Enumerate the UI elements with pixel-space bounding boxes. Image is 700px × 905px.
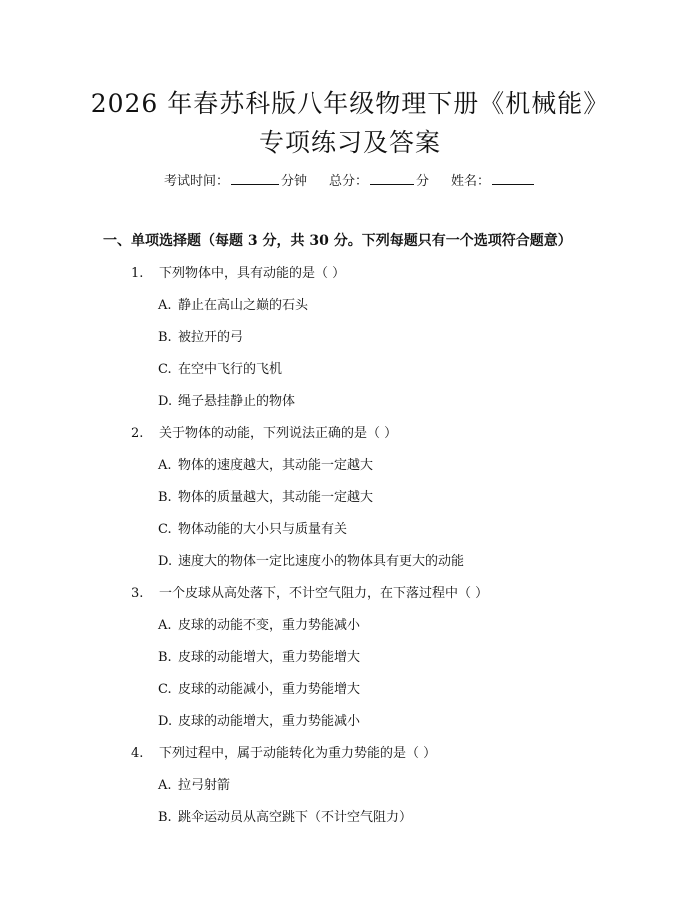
option-3a: [158, 614, 360, 633]
option-letter: C.: [158, 522, 172, 537]
exam-info-line: [0, 170, 700, 189]
document-title-line-1: 2026 年春苏科版八年级物理下册《机械能》: [90, 89, 610, 118]
option-3d: [158, 710, 360, 729]
option-1b: [158, 326, 243, 345]
option-text: 物体动能的大小只与质量有关: [178, 522, 348, 537]
option-text: 速度大的物体一定比速度小的物体具有更大的动能: [178, 554, 465, 569]
option-2d: [158, 550, 464, 569]
option-letter: B.: [158, 810, 172, 825]
option-text: 物体的质量越大，其动能一定越大: [178, 490, 374, 505]
option-text: 物体的速度越大，其动能一定越大: [178, 458, 374, 473]
question-stem: 下列过程中，属于动能转化为重力势能的是（ ）: [159, 746, 437, 761]
exam-time-unit: 分钟: [280, 174, 307, 189]
option-text: 跳伞运动员从高空跳下（不计空气阻力）: [178, 810, 413, 825]
option-2a: [158, 454, 373, 473]
option-text: 被拉开的弓: [178, 330, 244, 345]
option-letter: B.: [158, 330, 172, 345]
question-number: 2.: [131, 426, 144, 441]
option-text: 皮球的动能减小，重力势能增大: [178, 682, 361, 697]
student-name-label: 姓名：: [451, 174, 491, 189]
option-letter: A.: [158, 618, 172, 633]
option-letter: A.: [158, 298, 172, 313]
option-text: 在空中飞行的飞机: [178, 362, 283, 377]
option-1c: [158, 358, 282, 377]
document-title-line-2: 专项练习及答案: [258, 128, 441, 157]
option-text: 绳子悬挂静止的物体: [178, 394, 296, 409]
option-2c: [158, 518, 347, 537]
student-name-blank: [492, 183, 534, 185]
exam-time-blank: [231, 183, 279, 185]
option-text: 皮球的动能增大，重力势能减小: [178, 714, 361, 729]
option-letter: C.: [158, 682, 172, 697]
question-number: 4.: [131, 746, 144, 761]
section-heading: 一、单项选择题（每题 3 分，共 30 分。下列每题只有一个选项符合题意）: [103, 233, 572, 249]
option-3c: [158, 678, 360, 697]
option-letter: D.: [158, 714, 173, 729]
option-2b: [158, 486, 373, 505]
option-text: 皮球的动能不变，重力势能减小: [178, 618, 361, 633]
total-score-label: 总分：: [328, 174, 368, 189]
option-1a: [158, 294, 308, 313]
option-letter: B.: [158, 650, 172, 665]
exam-time-label: 考试时间：: [163, 174, 229, 189]
option-4a: [158, 774, 230, 793]
total-score-blank: [370, 183, 414, 185]
option-1d: [158, 390, 295, 409]
question-2: [131, 422, 397, 441]
option-letter: A.: [158, 458, 172, 473]
question-number: 1.: [131, 266, 144, 281]
question-stem: 关于物体的动能，下列说法正确的是（ ）: [159, 426, 398, 441]
question-1: [131, 262, 345, 281]
option-letter: C.: [158, 362, 172, 377]
option-letter: B.: [158, 490, 172, 505]
option-text: 皮球的动能增大，重力势能增大: [178, 650, 361, 665]
option-3b: [158, 646, 360, 665]
question-4: [131, 742, 436, 761]
question-3: [131, 582, 488, 601]
total-score-unit: 分: [416, 174, 430, 189]
option-4b: [158, 806, 412, 825]
option-letter: D.: [158, 554, 173, 569]
question-number: 3.: [131, 586, 144, 601]
option-letter: A.: [158, 778, 172, 793]
question-stem: 一个皮球从高处落下，不计空气阻力，在下落过程中（ ）: [159, 586, 489, 601]
option-letter: D.: [158, 394, 173, 409]
question-stem: 下列物体中，具有动能的是（ ）: [159, 266, 346, 281]
option-text: 静止在高山之巅的石头: [178, 298, 309, 313]
option-text: 拉弓射箭: [178, 778, 231, 793]
